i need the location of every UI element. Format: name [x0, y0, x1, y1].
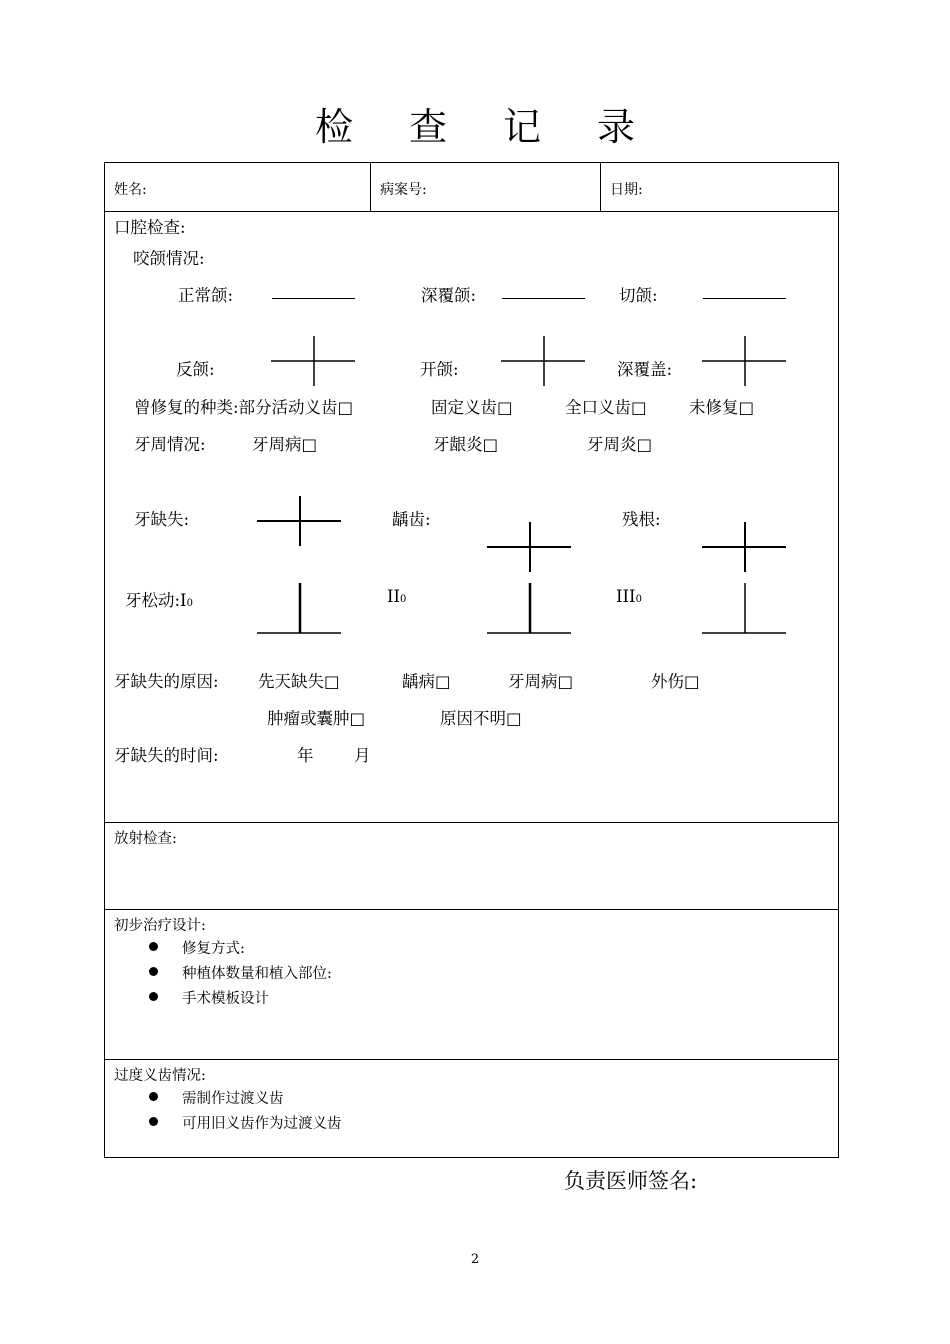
mobility-grade-2-label: [387, 587, 406, 606]
caries-label: 龋齿:: [392, 510, 431, 529]
table-top-border: [104, 162, 839, 163]
transition-item: 可用旧义齿作为过渡义齿: [182, 1116, 342, 1132]
bullet-icon: [149, 1092, 158, 1101]
mobility-label: [125, 587, 193, 611]
normal-bite-blank[interactable]: [272, 298, 355, 299]
unknown-cause-checkbox[interactable]: 原因不明□: [440, 709, 522, 728]
header-row-divider: [104, 211, 839, 212]
title-char: 记: [503, 105, 542, 149]
table-right-border: [838, 162, 839, 1158]
degree-sign: 0: [400, 594, 407, 605]
title-char: 录: [597, 105, 636, 149]
bite-heading: 咬颌情况:: [133, 249, 205, 268]
deep-overjet-tooth-chart: [702, 336, 788, 388]
caries-cause-checkbox[interactable]: 龋病□: [402, 672, 451, 691]
bullet-icon: [149, 1117, 158, 1126]
missing-teeth-chart: [257, 496, 343, 548]
bullet-icon: [149, 942, 158, 951]
transition-denture-heading: 过度义齿情况:: [114, 1068, 206, 1084]
open-bite-tooth-chart: [501, 336, 587, 388]
prior-repair-fixed-checkbox[interactable]: 固定义齿□: [431, 398, 513, 417]
edge-bite-label: 切颌:: [619, 286, 658, 305]
prior-repair-partial-checkbox[interactable]: 曾修复的种类:部分活动义齿□: [134, 398, 354, 417]
missing-cause-heading: 牙缺失的原因:: [114, 672, 219, 691]
radiology-heading: 放射检查:: [114, 831, 177, 847]
congenital-checkbox[interactable]: 先天缺失□: [258, 672, 340, 691]
header-cell-divider: [370, 162, 371, 212]
mobility-1-chart: [257, 583, 343, 636]
mobility-grade-1: 牙松动:I: [125, 591, 187, 610]
prior-repair-none-checkbox[interactable]: 未修复□: [689, 398, 755, 417]
periodontal-disease-checkbox[interactable]: 牙周病□: [252, 435, 318, 454]
header-cell-divider: [600, 162, 601, 212]
oral-exam-heading: 口腔检查:: [114, 218, 186, 237]
title-char: 检: [314, 105, 353, 149]
doctor-signature-label: 负责医师签名:: [564, 1169, 698, 1193]
treatment-plan-heading: 初步治疗设计:: [114, 918, 206, 934]
plan-item: 手术模板设计: [182, 991, 269, 1007]
transition-item: 需制作过渡义齿: [182, 1091, 284, 1107]
trauma-checkbox[interactable]: 外伤□: [651, 672, 700, 691]
residual-root-label: 残根:: [622, 510, 661, 529]
record-number-label: 病案号:: [380, 182, 427, 198]
radiology-section-divider: [104, 909, 839, 910]
deep-overbite-label: 深覆颌:: [421, 286, 477, 305]
date-label: 日期:: [610, 182, 643, 198]
page-title: [0, 96, 950, 151]
deep-overbite-blank[interactable]: [502, 298, 585, 299]
prior-repair-full-checkbox[interactable]: 全口义齿□: [565, 398, 647, 417]
mobility-grade-3: III: [616, 587, 636, 606]
bullet-icon: [149, 992, 158, 1001]
edge-bite-blank[interactable]: [703, 298, 786, 299]
table-left-border: [104, 162, 105, 1158]
periodontal-heading: 牙周情况:: [134, 435, 206, 454]
degree-sign: 0: [635, 594, 642, 605]
tumor-checkbox[interactable]: 肿瘤或囊肿□: [267, 709, 366, 728]
table-bottom-border: [104, 1157, 839, 1158]
plan-section-divider: [104, 1059, 839, 1060]
plan-item: 修复方式:: [182, 941, 245, 957]
periodontitis-checkbox[interactable]: 牙周炎□: [587, 435, 653, 454]
deep-overjet-label: 深覆盖:: [617, 360, 673, 379]
year-label: 年: [297, 746, 314, 765]
periodontal-cause-checkbox[interactable]: 牙周病□: [508, 672, 574, 691]
oral-section-divider: [104, 822, 839, 823]
caries-chart: [487, 522, 573, 574]
mobility-grade-3-label: [616, 587, 642, 606]
gingivitis-checkbox[interactable]: 牙龈炎□: [433, 435, 499, 454]
mobility-2-chart: [487, 583, 573, 636]
degree-sign: 0: [186, 598, 193, 609]
normal-bite-label: 正常颌:: [178, 286, 234, 305]
residual-root-chart: [702, 522, 788, 574]
bullet-icon: [149, 967, 158, 976]
mobility-grade-2: II: [387, 587, 401, 606]
month-label: 月: [354, 746, 371, 765]
plan-item: 种植体数量和植入部位:: [182, 966, 332, 982]
title-char: 查: [408, 105, 447, 149]
crossbite-label: 反颌:: [176, 360, 215, 379]
crossbite-tooth-chart: [271, 336, 357, 388]
mobility-3-chart: [702, 583, 788, 636]
open-bite-label: 开颌:: [420, 360, 459, 379]
missing-time-heading: 牙缺失的时间:: [114, 746, 219, 765]
missing-teeth-label: 牙缺失:: [134, 510, 190, 529]
name-label: 姓名:: [114, 182, 147, 198]
page-number: 2: [470, 1252, 480, 1267]
